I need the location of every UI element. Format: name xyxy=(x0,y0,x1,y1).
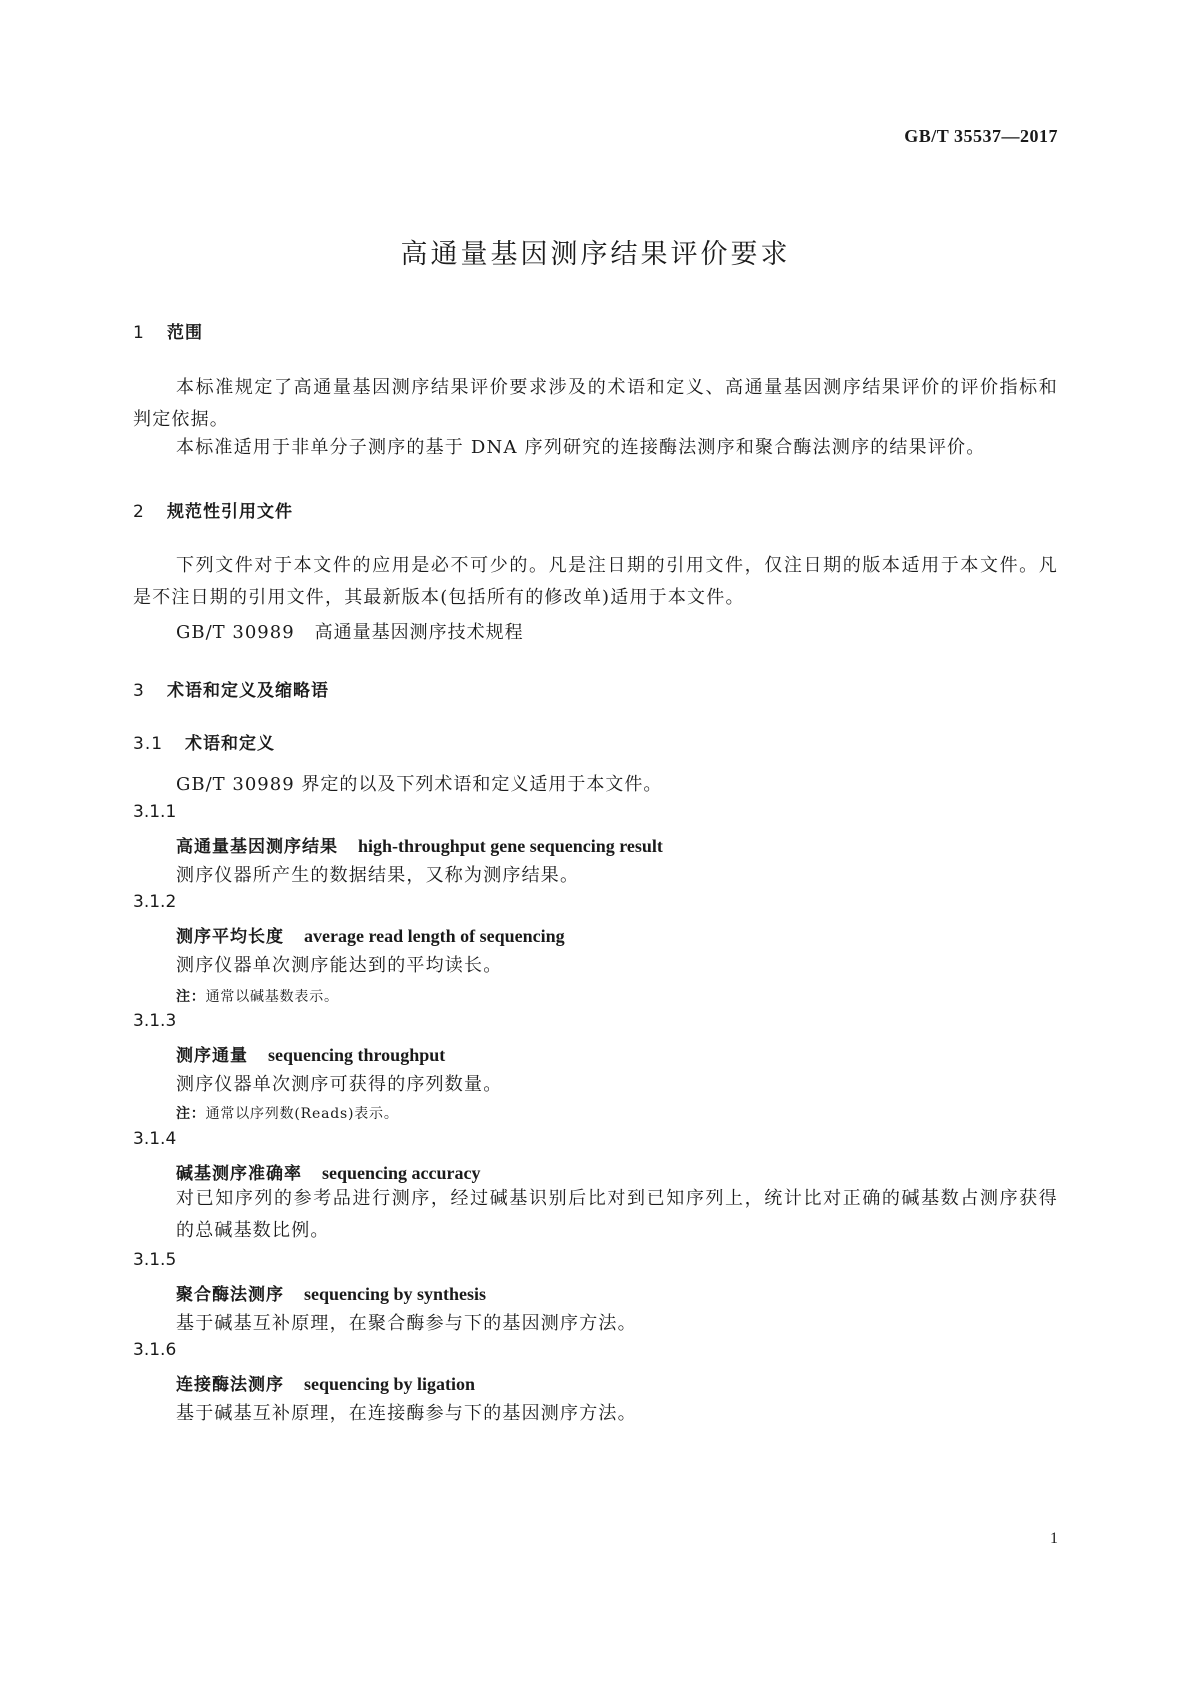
subsection-title: 术语和定义 xyxy=(185,734,275,754)
term-definition: 测序仪器所产生的数据结果，又称为测序结果。 xyxy=(176,865,580,886)
page-number: 1 xyxy=(1050,1530,1058,1547)
term-zh: 高通量基因测序结果 xyxy=(176,837,338,857)
subsection-intro: GB/T 30989 界定的以及下列术语和定义适用于本文件。 xyxy=(176,774,663,795)
term-en: sequencing by ligation xyxy=(304,1374,476,1394)
term-definition: 基于碱基互补原理，在聚合酶参与下的基因测序方法。 xyxy=(176,1313,637,1334)
term-note xyxy=(176,986,339,1006)
subsection-number: 3.1 xyxy=(133,734,164,754)
section-2-paragraph: 下列文件对于本文件的应用是必不可少的。凡是注日期的引用文件，仅注日期的版本适用于本文件。凡是不注日期的引用文件，其最新版本(包括所有的修改单)适用于本文件。 xyxy=(133,555,1058,608)
term-en: sequencing throughput xyxy=(268,1045,446,1065)
term-number: 3.1.6 xyxy=(133,1340,177,1360)
term-zh: 测序通量 xyxy=(176,1046,248,1066)
document-title: 高通量基因测序结果评价要求 xyxy=(400,239,791,270)
term-heading xyxy=(176,1041,445,1066)
term-note xyxy=(176,1103,399,1123)
note-text: 通常以序列数(Reads)表示。 xyxy=(205,1106,399,1122)
term-heading xyxy=(176,1370,475,1395)
term-definition xyxy=(176,1183,1058,1247)
reference-code: GB/T 30989 xyxy=(176,622,295,643)
term-zh: 连接酶法测序 xyxy=(176,1375,284,1395)
term-heading xyxy=(176,1280,486,1305)
section-title: 规范性引用文件 xyxy=(167,502,293,522)
subsection-3-1-heading xyxy=(133,729,275,754)
term-zh: 碱基测序准确率 xyxy=(176,1164,302,1184)
section-number: 2 xyxy=(133,502,145,522)
term-definition: 基于碱基互补原理，在连接酶参与下的基因测序方法。 xyxy=(176,1403,637,1424)
term-number: 3.1.5 xyxy=(133,1250,177,1270)
reference-title: 高通量基因测序技术规程 xyxy=(314,622,524,643)
term-heading xyxy=(176,832,663,857)
section-1-paragraph-1: 本标准规定了高通量基因测序结果评价要求涉及的术语和定义、高通量基因测序结果评价的评价指标和判定依据。 xyxy=(133,377,1058,430)
section-2-heading xyxy=(133,497,293,522)
term-en: sequencing accuracy xyxy=(322,1163,481,1183)
note-text: 通常以碱基数表示。 xyxy=(205,989,339,1005)
definition-text: 对已知序列的参考品进行测序，经过碱基识别后比对到已知序列上，统计比对正确的碱基数占测序获得的总碱基数比例。 xyxy=(176,1188,1058,1241)
normative-reference xyxy=(176,618,524,644)
term-number: 3.1.4 xyxy=(133,1129,177,1149)
section-title: 范围 xyxy=(167,323,203,343)
term-definition: 测序仪器单次测序能达到的平均读长。 xyxy=(176,955,503,976)
section-1-paragraph-2: 本标准适用于非单分子测序的基于 DNA 序列研究的连接酶法测序和聚合酶法测序的结果评价。 xyxy=(176,437,986,458)
section-number: 3 xyxy=(133,681,145,701)
section-3-heading xyxy=(133,676,329,701)
note-label: 注： xyxy=(176,1106,206,1122)
term-number: 3.1.3 xyxy=(133,1011,177,1031)
term-number: 3.1.1 xyxy=(133,802,177,822)
standard-number: GB/T 35537—2017 xyxy=(904,126,1058,146)
section-number: 1 xyxy=(133,323,145,343)
note-label: 注： xyxy=(176,989,206,1005)
section-title: 术语和定义及缩略语 xyxy=(167,681,329,701)
term-en: average read length of sequencing xyxy=(304,926,565,946)
term-heading xyxy=(176,922,565,947)
term-number: 3.1.2 xyxy=(133,892,177,912)
term-heading xyxy=(176,1159,480,1184)
term-zh: 测序平均长度 xyxy=(176,927,284,947)
term-zh: 聚合酶法测序 xyxy=(176,1285,284,1305)
term-en: sequencing by synthesis xyxy=(304,1284,487,1304)
term-definition: 测序仪器单次测序可获得的序列数量。 xyxy=(176,1074,503,1095)
section-1-heading xyxy=(133,318,203,343)
term-en: high-throughput gene sequencing result xyxy=(358,836,663,856)
